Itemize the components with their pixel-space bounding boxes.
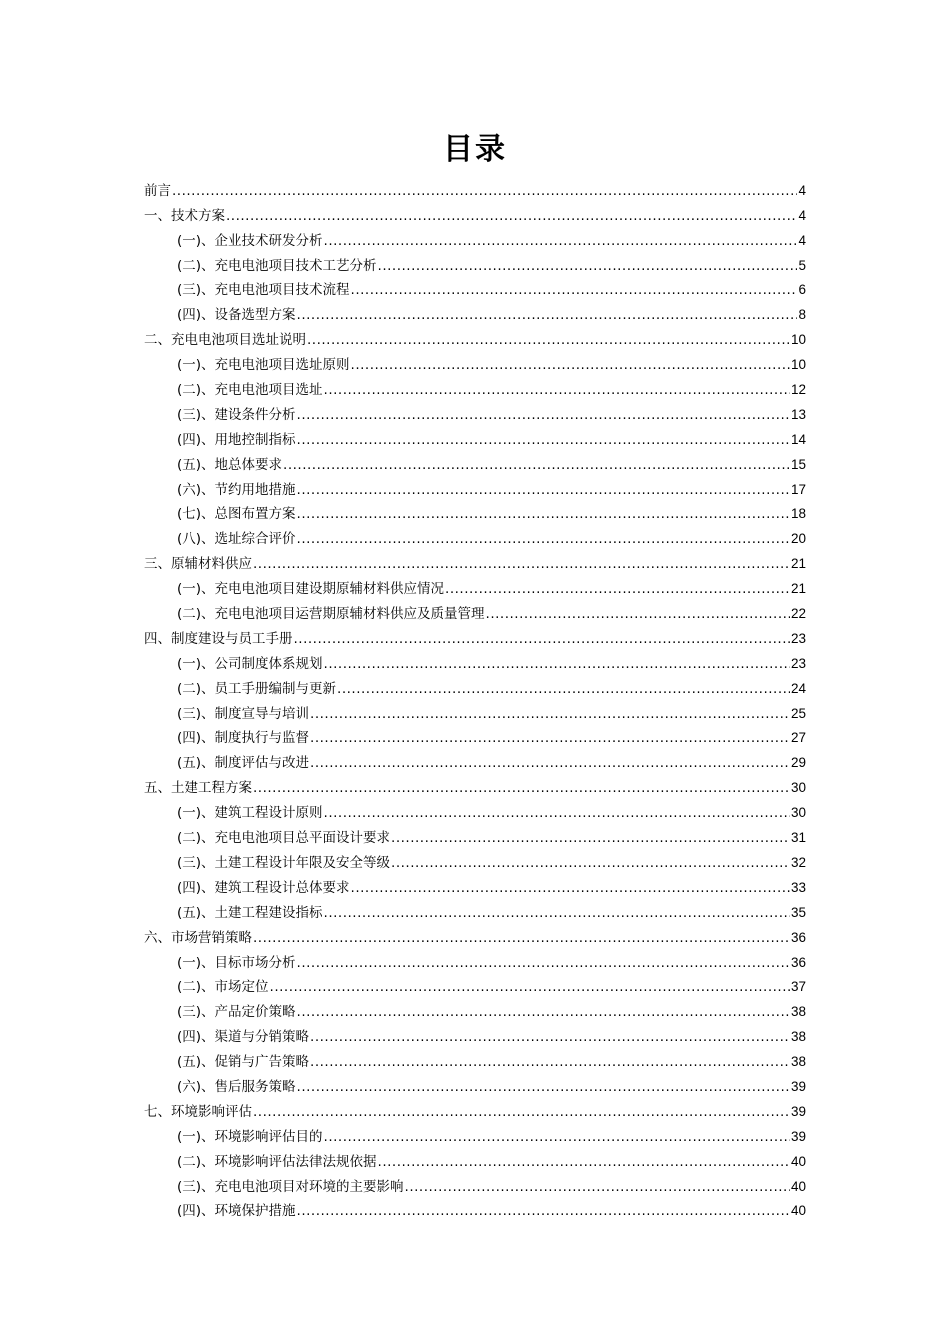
toc-page-number: 40	[790, 1153, 806, 1169]
toc-entry-label: (五)、土建工程建设指标	[177, 904, 323, 921]
toc-leader-dots	[351, 879, 790, 897]
toc-entry-label: 四、制度建设与员工手册	[144, 630, 293, 647]
toc-subentry[interactable]	[144, 1121, 806, 1146]
toc-leader-dots	[351, 356, 790, 374]
toc-subentry[interactable]	[144, 822, 806, 847]
toc-entry-label: (一)、建筑工程设计原则	[177, 805, 323, 822]
toc-leader-dots	[253, 929, 790, 947]
toc-page-number: 17	[790, 481, 806, 497]
toc-page-number: 40	[790, 1178, 806, 1194]
toc-page-number: 10	[790, 332, 806, 348]
toc-leader-dots	[324, 1128, 790, 1146]
toc-entry-label: 前言	[144, 182, 171, 199]
toc-leader-dots	[297, 431, 790, 449]
toc-entry-label: (四)、建筑工程设计总体要求	[177, 879, 350, 896]
toc-page-number: 39	[790, 1078, 806, 1094]
toc-subentry[interactable]	[144, 1196, 806, 1221]
toc-leader-dots	[297, 1202, 790, 1220]
toc-entry-label: (一)、充电电池项目选址原则	[177, 357, 350, 374]
toc-leader-dots	[351, 281, 798, 299]
toc-entry-label: (二)、充电电池项目总平面设计要求	[177, 830, 391, 847]
toc-entry[interactable]	[144, 200, 806, 225]
toc-entry-label: (二)、员工手册编制与更新	[177, 680, 337, 697]
toc-page-number: 39	[790, 1103, 806, 1119]
toc-leader-dots	[324, 381, 790, 399]
toc-page-number: 14	[790, 431, 806, 447]
toc-entry-label: (三)、充电电池项目技术流程	[177, 282, 350, 299]
toc-subentry[interactable]	[144, 698, 806, 723]
toc-page-number: 38	[790, 1004, 806, 1020]
toc-subentry[interactable]	[144, 474, 806, 499]
toc-entry-label: (二)、充电电池项目选址	[177, 382, 323, 399]
toc-page-number: 32	[790, 854, 806, 870]
toc-subentry[interactable]	[144, 747, 806, 772]
toc-page-number: 21	[790, 556, 806, 572]
toc-subentry[interactable]	[144, 250, 806, 275]
toc-subentry[interactable]	[144, 1046, 806, 1071]
toc-entry-label: (三)、产品定价策略	[177, 1004, 296, 1021]
toc-entry-label: 五、土建工程方案	[144, 780, 252, 797]
toc-page-number: 23	[790, 630, 806, 646]
toc-leader-dots	[324, 655, 790, 673]
toc-page-number: 40	[790, 1203, 806, 1219]
toc-leader-dots	[297, 530, 790, 548]
toc-entry-label: 一、技术方案	[144, 207, 225, 224]
toc-entry-label: (七)、总图布置方案	[177, 506, 296, 523]
toc-leader-dots	[294, 630, 790, 648]
toc-page-number: 22	[790, 606, 806, 622]
toc-leader-dots	[310, 729, 790, 747]
toc-page-number: 27	[790, 730, 806, 746]
toc-page-number: 4	[798, 207, 806, 223]
toc-page-number: 15	[790, 456, 806, 472]
toc-title: 目录	[443, 132, 507, 167]
toc-page-number: 21	[790, 581, 806, 597]
toc-entry-label: (三)、建设条件分析	[177, 406, 296, 423]
toc-subentry[interactable]	[144, 299, 806, 324]
toc-page-number: 35	[790, 904, 806, 920]
toc-leader-dots	[391, 829, 790, 847]
toc-page-number: 29	[790, 755, 806, 771]
toc-leader-dots	[378, 257, 798, 275]
toc-page-number: 8	[798, 307, 806, 323]
toc-entry-label: (四)、渠道与分销策略	[177, 1029, 310, 1046]
toc-entry-label: (一)、公司制度体系规划	[177, 655, 323, 672]
toc-entry-label: 六、市场营销策略	[144, 929, 252, 946]
toc-page-number: 33	[790, 879, 806, 895]
toc-entry-label: (二)、市场定位	[177, 979, 269, 996]
toc-entry-label: (三)、制度宣导与培训	[177, 705, 310, 722]
toc-leader-dots	[391, 854, 790, 872]
toc-leader-dots	[486, 605, 790, 623]
toc-leader-dots	[445, 580, 790, 598]
toc-leader-dots	[283, 456, 790, 474]
toc-subentry[interactable]	[144, 399, 806, 424]
toc-subentry[interactable]	[144, 1071, 806, 1096]
toc-entry-label: (一)、充电电池项目建设期原辅材料供应情况	[177, 581, 445, 598]
toc-subentry[interactable]	[144, 573, 806, 598]
toc-leader-dots	[297, 306, 798, 324]
toc-entry-label: (六)、节约用地措施	[177, 481, 296, 498]
toc-entry-label: (三)、充电电池项目对环境的主要影响	[177, 1178, 404, 1195]
toc-subentry[interactable]	[144, 499, 806, 524]
toc-subentry[interactable]	[144, 225, 806, 250]
toc-subentry[interactable]	[144, 449, 806, 474]
toc-entry-label: (四)、设备选型方案	[177, 307, 296, 324]
toc-entry-label: 七、环境影响评估	[144, 1103, 252, 1120]
toc-leader-dots	[310, 1053, 790, 1071]
toc-page-number: 4	[798, 182, 806, 198]
toc-subentry[interactable]	[144, 374, 806, 399]
toc-page-number: 5	[798, 257, 806, 273]
toc-entry-label: (八)、选址综合评价	[177, 531, 296, 548]
toc-page-number: 6	[798, 282, 806, 298]
toc-subentry[interactable]	[144, 424, 806, 449]
toc-page-number: 12	[790, 382, 806, 398]
toc-entry-label: (五)、制度评估与改进	[177, 755, 310, 772]
toc-subentry[interactable]	[144, 947, 806, 972]
toc-entry-label: 三、原辅材料供应	[144, 556, 252, 573]
toc-subentry[interactable]	[144, 797, 806, 822]
toc-entry[interactable]	[144, 772, 806, 797]
toc-entry[interactable]	[144, 922, 806, 947]
toc-leader-dots	[307, 331, 790, 349]
toc-leader-dots	[253, 779, 790, 797]
toc-entry[interactable]	[144, 623, 806, 648]
toc-leader-dots	[270, 978, 790, 996]
toc-page-number: 31	[790, 830, 806, 846]
toc-entry-label: (六)、售后服务策略	[177, 1078, 296, 1095]
toc-page-number: 39	[790, 1128, 806, 1144]
toc-page-number: 20	[790, 531, 806, 547]
toc-leader-dots	[310, 754, 790, 772]
toc-leader-dots	[337, 680, 790, 698]
toc-entry[interactable]	[144, 324, 806, 349]
toc-leader-dots	[324, 904, 790, 922]
toc-entry-label: 二、充电电池项目选址说明	[144, 332, 306, 349]
toc-entry-label: (四)、制度执行与监督	[177, 730, 310, 747]
toc-page-number: 13	[790, 406, 806, 422]
toc-entry-label: (二)、充电电池项目技术工艺分析	[177, 257, 377, 274]
toc-subentry[interactable]	[144, 1021, 806, 1046]
toc-page-number: 30	[790, 780, 806, 796]
toc-leader-dots	[226, 207, 797, 225]
toc-subentry[interactable]	[144, 847, 806, 872]
toc-leader-dots	[405, 1178, 790, 1196]
toc-leader-dots	[310, 1028, 790, 1046]
toc-entry-label: (一)、目标市场分析	[177, 954, 296, 971]
toc-page-number: 25	[790, 705, 806, 721]
toc-page-number: 36	[790, 954, 806, 970]
toc-leader-dots	[297, 1078, 790, 1096]
toc-entry-label: (二)、环境影响评估法律法规依据	[177, 1153, 377, 1170]
toc-subentry[interactable]	[144, 723, 806, 748]
toc-leader-dots	[324, 804, 790, 822]
toc-subentry[interactable]	[144, 897, 806, 922]
toc-page-number: 4	[798, 232, 806, 248]
toc-leader-dots	[297, 505, 790, 523]
toc-subentry[interactable]	[144, 872, 806, 897]
toc-page-number: 37	[790, 979, 806, 995]
toc-leader-dots	[172, 182, 797, 200]
toc-entry-label: (三)、土建工程设计年限及安全等级	[177, 854, 391, 871]
toc-page-number: 18	[790, 506, 806, 522]
toc-leader-dots	[297, 954, 790, 972]
toc-page-number: 36	[790, 929, 806, 945]
toc-page-number: 10	[790, 357, 806, 373]
toc-page-number: 38	[790, 1029, 806, 1045]
toc-subentry[interactable]	[144, 1146, 806, 1171]
toc-entry-label: (四)、环境保护措施	[177, 1203, 296, 1220]
toc-page-number: 23	[790, 655, 806, 671]
toc-entry-label: (四)、用地控制指标	[177, 431, 296, 448]
toc-subentry[interactable]	[144, 996, 806, 1021]
toc-page-number: 30	[790, 805, 806, 821]
toc-leader-dots	[253, 555, 790, 573]
toc-entry[interactable]	[144, 548, 806, 573]
toc-page-number: 24	[790, 680, 806, 696]
toc-leader-dots	[378, 1153, 790, 1171]
toc-leader-dots	[297, 481, 790, 499]
toc-entry-label: (五)、促销与广告策略	[177, 1054, 310, 1071]
table-of-contents	[144, 175, 806, 1220]
toc-subentry[interactable]	[144, 648, 806, 673]
toc-entry[interactable]	[144, 1096, 806, 1121]
toc-subentry[interactable]	[144, 523, 806, 548]
toc-entry-label: (二)、充电电池项目运营期原辅材料供应及质量管理	[177, 606, 485, 623]
toc-leader-dots	[297, 406, 790, 424]
toc-entry[interactable]	[144, 175, 806, 200]
toc-leader-dots	[253, 1103, 790, 1121]
toc-entry-label: (一)、环境影响评估目的	[177, 1128, 323, 1145]
toc-subentry[interactable]	[144, 1171, 806, 1196]
toc-subentry[interactable]	[144, 673, 806, 698]
toc-subentry[interactable]	[144, 598, 806, 623]
toc-entry-label: (五)、地总体要求	[177, 456, 283, 473]
toc-entry-label: (一)、企业技术研发分析	[177, 232, 323, 249]
toc-leader-dots	[310, 705, 790, 723]
toc-subentry[interactable]	[144, 275, 806, 300]
toc-subentry[interactable]	[144, 349, 806, 374]
toc-leader-dots	[324, 232, 798, 250]
toc-leader-dots	[297, 1003, 790, 1021]
toc-page-number: 38	[790, 1054, 806, 1070]
toc-subentry[interactable]	[144, 972, 806, 997]
